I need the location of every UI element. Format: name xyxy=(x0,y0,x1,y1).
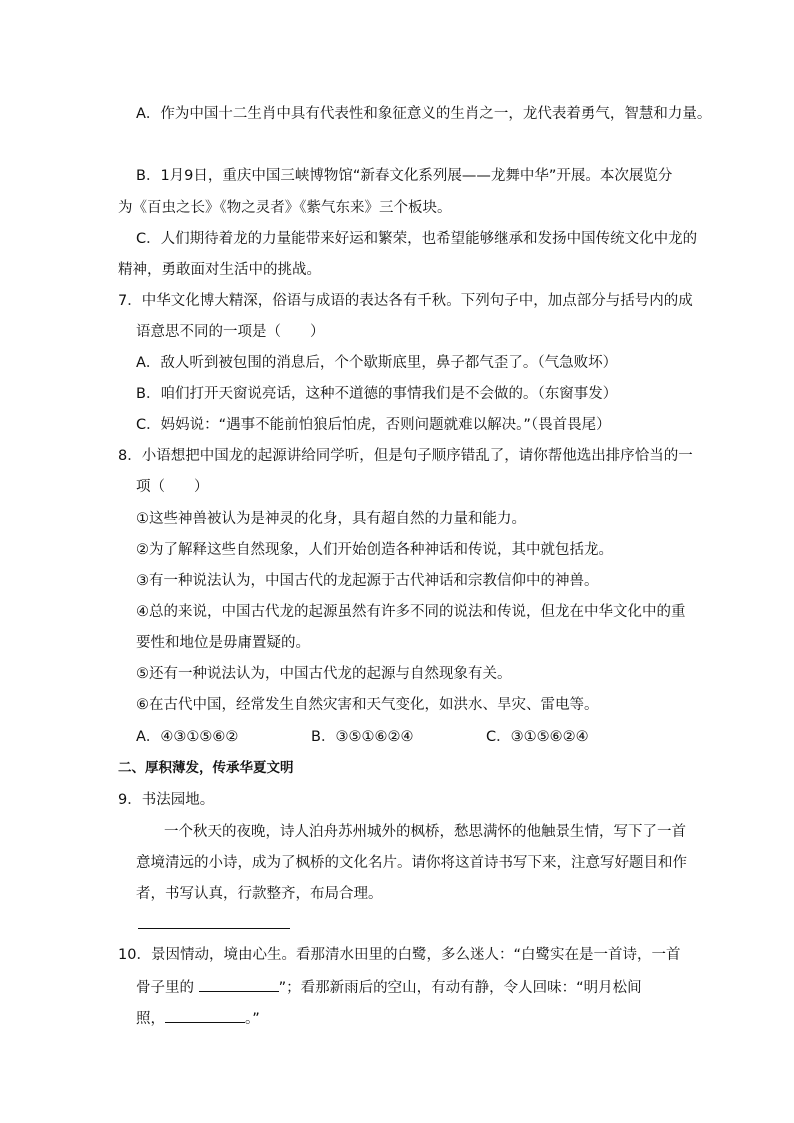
q6-option-b-cont: 为《百虫之长》《物之灵者》《紫气东来》三个板块。 xyxy=(118,200,452,216)
q8-sentence-5: ⑤还有一种说法认为，中国古代龙的起源与自然现象有关。 xyxy=(136,666,512,682)
q10-line-3-post: 。” xyxy=(245,1011,260,1027)
q8-sentence-2: ②为了解释这些自然现象，人们开始创造各种神话和传说，其中就包括龙。 xyxy=(136,542,613,558)
q7-stem: 7．中华文化博大精深，俗语与成语的表达各有千秋。下列句子中，加点部分与括号内的成 xyxy=(118,293,693,309)
q6-option-b: B．1月9日，重庆中国三峡博物馆“新春文化系列展——龙舞中华”开展。本次展览分 xyxy=(136,168,673,184)
q8-sentence-4-cont: 要性和地位是毋庸置疑的。 xyxy=(136,635,310,651)
q6-option-a: A．作为中国十二生肖中具有代表性和象征意义的生肖之一，龙代表着勇气，智慧和力量。 xyxy=(136,106,712,122)
q8-sentence-4: ④总的来说，中国古代龙的起源虽然有许多不同的说法和传说，但龙在中华文化中的重 xyxy=(136,604,686,620)
q10-line-3-pre: 照， xyxy=(136,1011,165,1027)
q9-paragraph-line-3: 者，书写认真，行款整齐，布局合理。 xyxy=(136,886,383,902)
q10-blank-1[interactable] xyxy=(199,977,279,992)
q8-sentence-3: ③有一种说法认为，中国古代的龙起源于古代神话和宗教信仰中的神兽。 xyxy=(136,573,599,589)
q8-option-a: A．④③①⑤⑥② xyxy=(136,729,239,745)
q8-stem: 8．小语想把中国龙的起源讲给同学听，但是句子顺序错乱了，请你帮他选出排序恰当的一 xyxy=(118,448,693,464)
section-2-heading: 二、厚积薄发，传承华夏文明 xyxy=(118,760,294,776)
q9-paragraph-line-2: 意境清远的小诗，成为了枫桥的文化名片。请你将这首诗书写下来，注意写好题目和作 xyxy=(136,855,687,871)
q6-option-c: C．人们期待着龙的力量能带来好运和繁荣，也希望能够继承和发扬中国传统文化中龙的 xyxy=(136,231,698,247)
q9-answer-line[interactable] xyxy=(138,928,290,929)
q8-sentence-6: ⑥在古代中国，经常发生自然灾害和天气变化，如洪水、旱灾、雷电等。 xyxy=(136,697,599,713)
q8-stem-cont: 项（ ） xyxy=(136,479,209,495)
q10-line-2-post: ”；看那新雨后的空山，有动有静，令人回味：“明月松间 xyxy=(278,980,642,996)
q8-options xyxy=(136,727,589,747)
q7-option-b: B．咱们打开天窗说亮话，这种不道德的事情我们是不会做的。（东窗事发） xyxy=(136,386,618,402)
q6-option-c-cont: 精神，勇敢面对生活中的挑战。 xyxy=(118,262,321,278)
q8-sentence-1: ①这些神兽被认为是神灵的化身，具有超自然的力量和能力。 xyxy=(136,511,526,527)
q9-paragraph-line-1: 一个秋天的夜晚，诗人泊舟苏州城外的枫桥，愁思满怀的他触景生情，写下了一首 xyxy=(164,824,686,840)
q10-stem: 10．景因情动，境由心生。看那清水田里的白鹭，多么迷人：“白鹭实在是一首诗，一首 xyxy=(118,947,681,963)
q8-option-b: B．③⑤①⑥②④ xyxy=(311,729,414,745)
q7-option-c: C．妈妈说：“遇事不能前怕狼后怕虎，否则问题就难以解决。”（畏首畏尾） xyxy=(136,417,611,433)
q9-title: 9．书法园地。 xyxy=(118,792,215,808)
q7-option-a: A．敌人听到被包围的消息后，个个歇斯底里，鼻子都气歪了。（气急败坏） xyxy=(136,355,618,371)
q10-blank-2[interactable] xyxy=(165,1008,245,1023)
q7-stem-cont: 语意思不同的一项是（ ） xyxy=(136,324,325,340)
q8-option-c: C．③①⑤⑥②④ xyxy=(486,729,589,745)
q10-line-2-pre: 骨子里的 xyxy=(136,980,199,996)
q10-line-3 xyxy=(136,1008,260,1029)
q10-line-2 xyxy=(136,977,642,998)
